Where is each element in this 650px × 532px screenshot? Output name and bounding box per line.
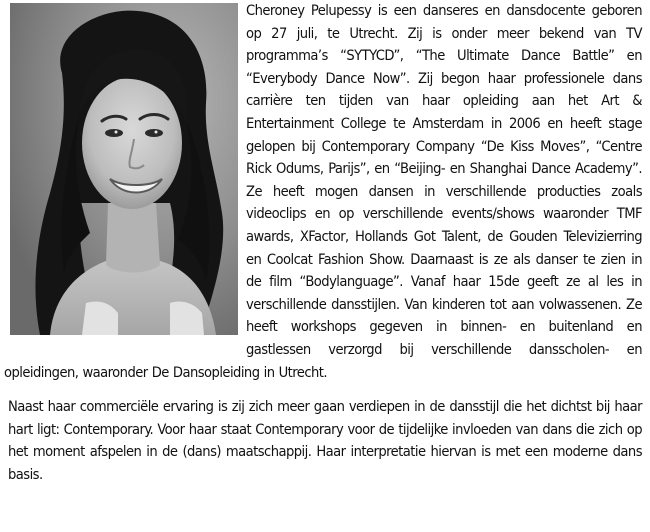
portrait-photo xyxy=(10,3,238,335)
portrait-illustration xyxy=(10,3,238,335)
paragraph-contemporary: Naast haar commerciële ervaring is zij zich meer gaan verdiepen in de dansstijl die het dichtst bij haar hart ligt: Contemporary. Voor haar staat Contemporary voor de tijdelijke invloeden van dans die zich op het moment afspelen in de (dans) maatschappij. Haar interpretatie hiervan is met een moderne dans basis. xyxy=(8,398,642,483)
paragraph-intro: Cheroney Pelupessy is een danseres en dansdocente geboren op 27 juli, te Utrecht. Zij is onder meer bekend van TV programma’s “SYTYCD”, “The Ultimate Dance Battle” en “Everybody Dance Now”. Zij begon haar professionele dans carrière ten tijden van haar opleiding aan het Art & Entertainment College te Amsterdam in 2006 en heeft stage gelopen bij Contemporary Company “De Kiss Moves”, “Centre Rick Odums, Parijs”, en “Beijing- en Shanghai Dance Academy”. Ze heeft mogen dansen in verschillende producties zoals videoclips en op verschillende events/shows waaronder TMF awards, XFactor, Hollands Got Talent, de Gouden Televizierring en Coolcat Fashion Show. Daarnaast is ze als danser te zien in de film “Bodylanguage”. Vanaf haar 15de geeft ze al les in verschillende dansstijlen. Van kinderen tot aan volwassenen. Ze heeft workshops gegeven in binnen- en buitenland en gastlessen verzorgd bij verschillende dansscholen- en opleidingen, waaronder De Dansopleiding in Utrecht. xyxy=(4,2,642,381)
